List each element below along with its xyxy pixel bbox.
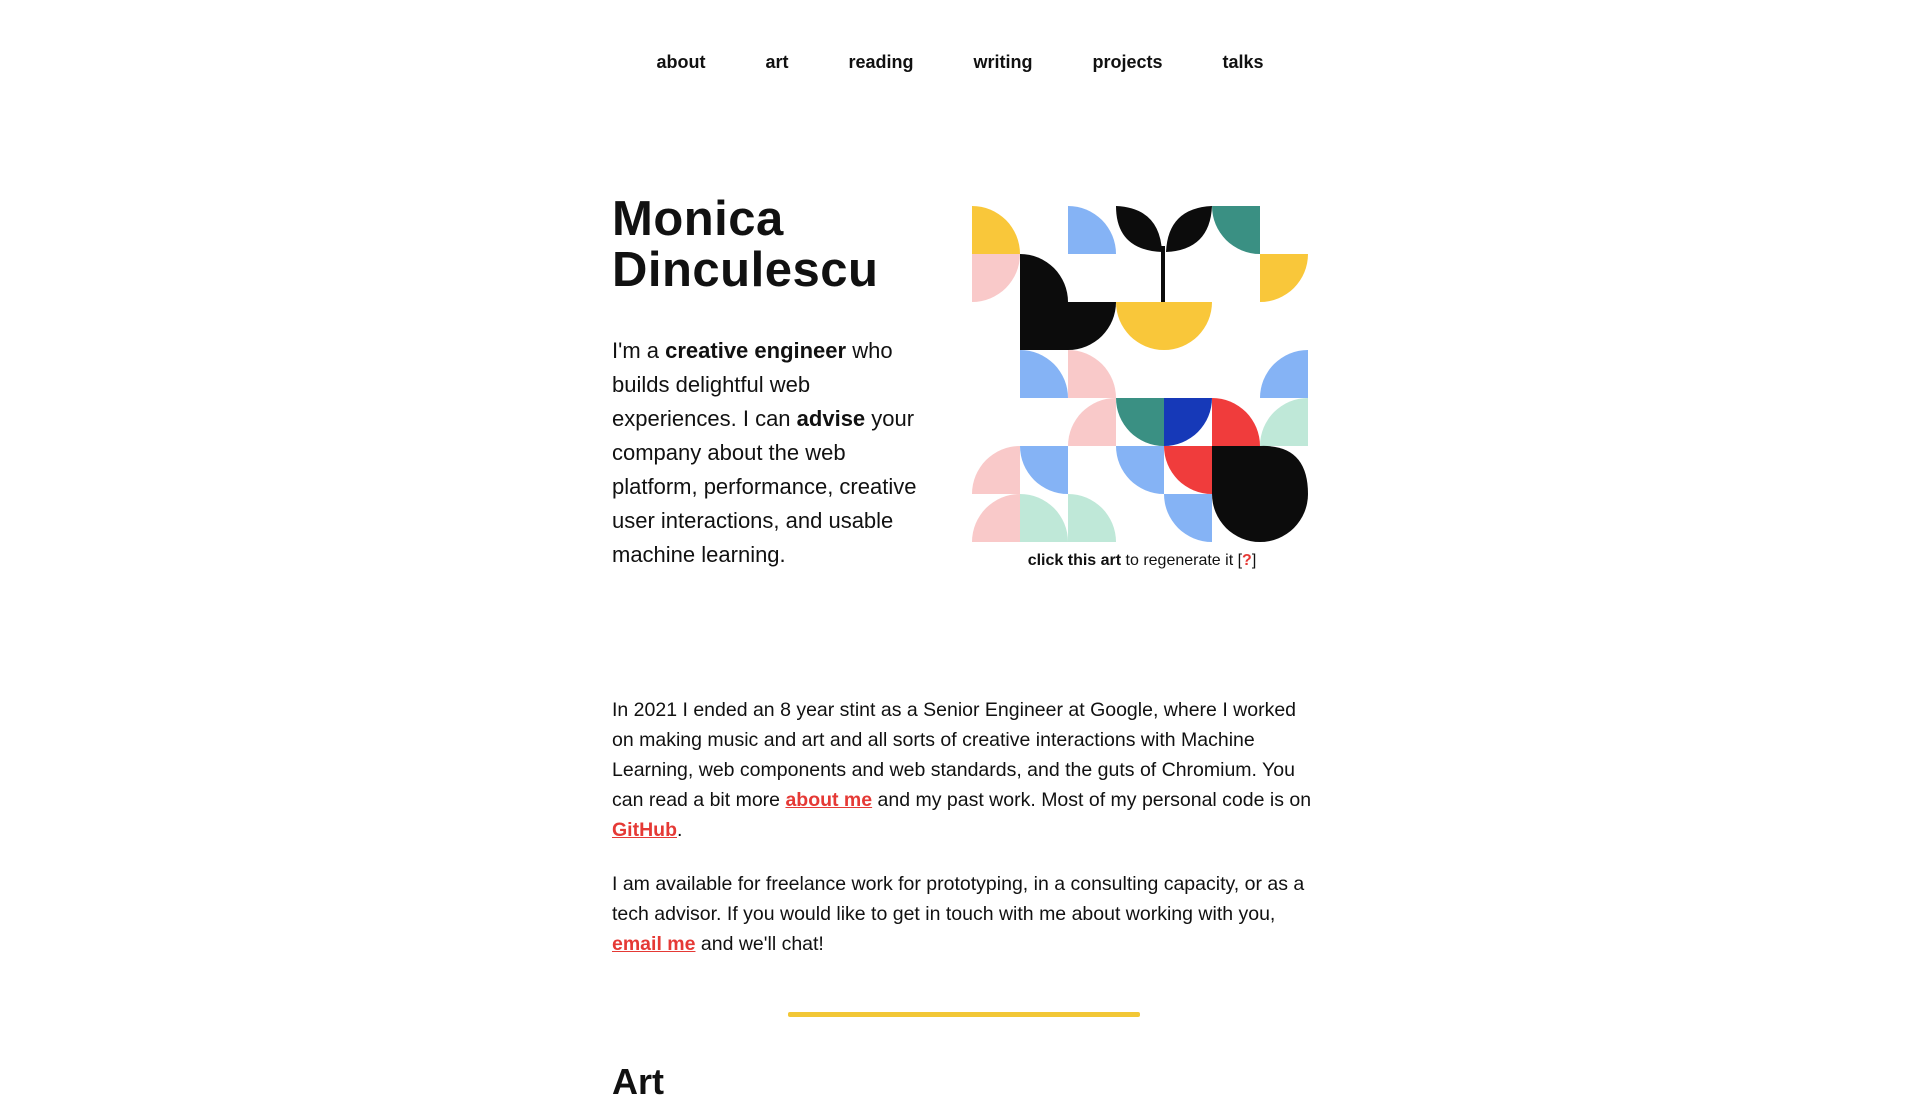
p1-text-2: and my past work. Most of my personal code is on xyxy=(872,789,1312,811)
email-me-link[interactable]: email me xyxy=(612,933,696,955)
art-tile xyxy=(1164,446,1212,494)
github-link[interactable]: GitHub xyxy=(612,819,677,841)
art-tile xyxy=(1212,398,1260,446)
blurb-bold-advise: advise xyxy=(796,406,866,431)
intro-section xyxy=(612,695,1322,983)
page-title xyxy=(612,194,932,296)
art-tile xyxy=(1068,350,1116,398)
art-tile xyxy=(1260,254,1308,302)
p1-text-1: In 2021 I ended an 8 year stint as a Senior Engineer at Google, where I worked on making music and art and all sorts of creative interactions with Machine Learning, web components and web standards, and the guts of Chromium. You can read a bit more xyxy=(612,699,1297,811)
blurb-text-1: I'm a xyxy=(612,338,666,363)
nav-about[interactable]: about xyxy=(656,52,706,72)
art-tile xyxy=(1161,246,1165,302)
art-tile xyxy=(1164,302,1212,350)
p2-text-1: I am available for freelance work for prototyping, in a consulting capacity, or as a tech advisor. If you would like to get in touch with me about working with you, xyxy=(612,873,1305,925)
art-tile xyxy=(1068,494,1116,542)
art-tile xyxy=(1116,446,1164,494)
p1-text-3: . xyxy=(676,819,683,841)
art-caption xyxy=(972,552,1312,570)
art-tile xyxy=(1166,206,1212,252)
art-tile xyxy=(1020,446,1068,494)
nav-art[interactable]: art xyxy=(765,52,789,72)
art-tile xyxy=(1260,446,1308,542)
title-last-name: Dinculescu xyxy=(612,243,879,297)
art-tile xyxy=(1260,350,1308,398)
intro-paragraph-2 xyxy=(612,869,1322,959)
p2-text-2: and we'll chat! xyxy=(695,933,824,955)
art-tile xyxy=(1164,398,1212,446)
blurb-text-2: who builds delightful web experiences. I can xyxy=(612,338,893,431)
title-first-name: Monica xyxy=(612,192,784,246)
art-tile xyxy=(1020,254,1068,350)
nav-projects[interactable]: projects xyxy=(1092,52,1163,72)
art-tile xyxy=(1068,302,1116,350)
hero-section xyxy=(612,194,932,572)
art-tile xyxy=(972,494,1020,542)
intro-paragraph-1 xyxy=(612,695,1322,845)
section-divider xyxy=(788,1012,1140,1017)
art-tile xyxy=(972,446,1020,494)
art-tile xyxy=(972,206,1020,254)
art-tile xyxy=(1212,206,1260,254)
art-tile xyxy=(1164,494,1212,542)
main-nav xyxy=(0,52,1920,73)
art-tile xyxy=(1116,206,1162,252)
about-me-link[interactable]: about me xyxy=(785,789,873,811)
nav-reading[interactable]: reading xyxy=(848,52,914,72)
nav-writing[interactable]: writing xyxy=(973,52,1033,72)
art-tile xyxy=(1020,494,1068,542)
caption-text: to regenerate it [ xyxy=(1121,552,1243,569)
regenerate-art-link[interactable]: click this art xyxy=(1027,552,1122,569)
hero-blurb xyxy=(612,334,932,572)
art-tile xyxy=(1212,446,1260,542)
art-tile xyxy=(1116,302,1164,350)
help-link[interactable]: ? xyxy=(1242,552,1252,569)
caption-end: ] xyxy=(1251,552,1257,569)
art-panel xyxy=(972,206,1312,570)
art-tile xyxy=(1068,398,1116,446)
blurb-bold-creative-engineer: creative engineer xyxy=(665,338,847,363)
art-tile xyxy=(972,254,1020,302)
art-tile xyxy=(1068,206,1116,254)
blurb-text-3: your company about the web platform, performance, creative user interactions, and usable machine learning. xyxy=(612,406,917,567)
art-tile xyxy=(1260,398,1308,446)
art-tile xyxy=(1020,350,1068,398)
art-section-heading: Art xyxy=(612,1061,664,1102)
art-tile xyxy=(1116,398,1164,446)
generative-art-icon[interactable] xyxy=(972,206,1312,546)
nav-talks[interactable]: talks xyxy=(1222,52,1264,72)
